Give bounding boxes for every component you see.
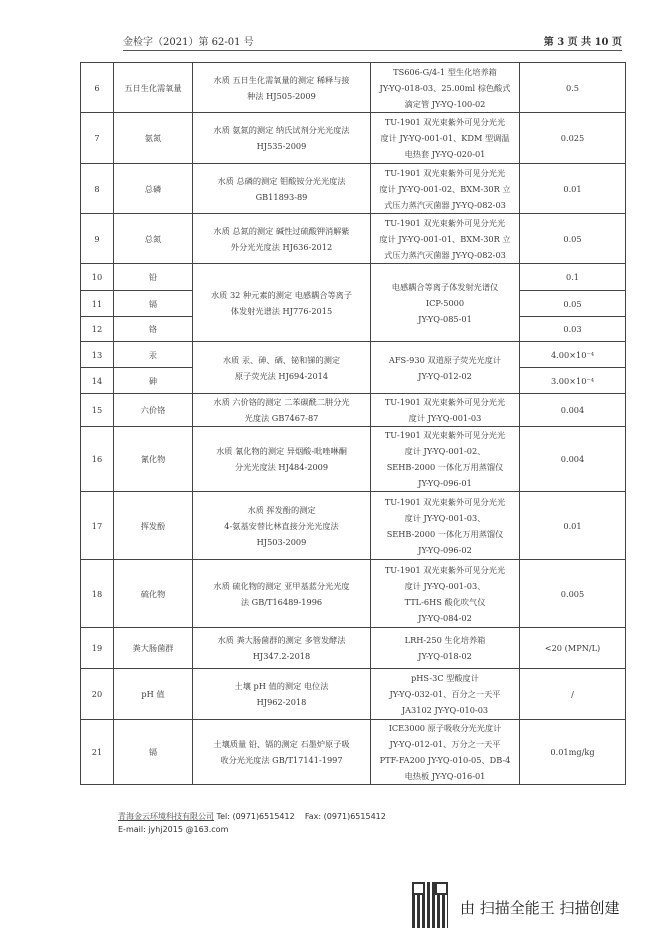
row-number: 15 [81,394,114,427]
detection-limit: 3.00×10⁻⁴ [520,368,626,394]
detection-limit: / [520,669,626,720]
detection-limit: 0.05 [520,214,626,264]
detection-limit: 0.1 [520,264,626,291]
table-row [81,394,626,427]
test-method: 水质 总氮的测定 碱性过硫酸钾消解紫 外分光光度法 HJ636-2012 [193,214,371,264]
test-method: 水质 硫化物的测定 亚甲基蓝分光光度 法 GB/T16489-1996 [193,560,371,628]
table-row [81,63,626,113]
row-number: 9 [81,214,114,264]
row-number: 21 [81,720,114,785]
instrument: TS606-G/4-1 型生化培养箱 JY-YQ-018-03、25.00ml 棕色酸式 滴定管 JY-YQ-100-02 [371,63,520,113]
table-row [81,264,626,291]
detection-limit: 0.025 [520,113,626,164]
test-method: 水质 挥发酚的测定 4-氨基安替比林直接分光光度法 HJ503-2009 [193,492,371,560]
detection-limit: 0.05 [520,291,626,317]
row-number: 8 [81,164,114,214]
analyte-name: 六价铬 [114,394,193,427]
analyte-name: 氰化物 [114,427,193,492]
row-number: 20 [81,669,114,720]
instrument: TU-1901 双光束紫外可见分光光 度计 JY-YQ-001-03 [371,394,520,427]
detection-limit: 0.004 [520,427,626,492]
test-method: 水质 氨氮的测定 纳氏试剂分光光度法 HJ535-2009 [193,113,371,164]
instrument: TU-1901 双光束紫外可见分光光 度计 JY-YQ-001-01、BXM-30R 立 式压力蒸汽灭菌器 JY-YQ-082-03 [371,214,520,264]
row-number: 16 [81,427,114,492]
test-method: 土壤质量 铅、镉的测定 石墨炉原子吸 收分光光度法 GB/T17141-1997 [193,720,371,785]
row-number: 14 [81,368,114,394]
analyte-name: 砷 [114,368,193,394]
row-number: 17 [81,492,114,560]
table-row [81,628,626,669]
page-header [123,34,622,51]
analyte-name: 硫化物 [114,560,193,628]
row-number: 19 [81,628,114,669]
row-number: 12 [81,317,114,342]
instrument: pHS-3C 型酸度计 JY-YQ-032-01、百分之一天平 JA3102 JY-YQ-010-03 [371,669,520,720]
test-method: 水质 粪大肠菌群的测定 多管发酵法 HJ347.2-2018 [193,628,371,669]
detection-limit: 0.005 [520,560,626,628]
row-number: 13 [81,342,114,368]
instrument: TU-1901 双光束紫外可见分光光 度计 JY-YQ-001-03、 TTL-6HS 酸化吹气仪 JY-YQ-084-02 [371,560,520,628]
test-method: 水质 汞、砷、硒、铋和锑的测定 原子荧光法 HJ694-2014 [193,342,371,394]
company-name: 青海金云环境科技有限公司 [118,812,214,821]
instrument: AFS-930 双道原子荧光光度计 JY-YQ-012-02 [371,342,520,394]
instrument: TU-1901 双光束紫外可见分光光 度计 JY-YQ-001-03、 SEHB-2000 一体化万用蒸馏仪 JY-YQ-096-02 [371,492,520,560]
detection-limit: 0.01 [520,164,626,214]
footer [118,810,386,836]
table-row [81,427,626,492]
table-row [81,492,626,560]
detection-limit: 0.03 [520,317,626,342]
table-row [81,214,626,264]
analyte-name: 五日生化需氧量 [114,63,193,113]
table-row [81,113,626,164]
table-row [81,720,626,785]
instrument: ICE3000 原子吸收分光光度计 JY-YQ-012-01、万分之一天平 PTF-FA200 JY-YQ-010-05、DB-4 电热板 JY-YQ-016-01 [371,720,520,785]
analyte-name: 挥发酚 [114,492,193,560]
instrument: TU-1901 双光束紫外可见分光光 度计 JY-YQ-001-02、 SEHB-2000 一体化万用蒸馏仪 JY-YQ-096-01 [371,427,520,492]
analyte-name: 粪大肠菌群 [114,628,193,669]
analyte-name: 铬 [114,317,193,342]
detection-limit: 0.01 [520,492,626,560]
test-method: 水质 六价铬的测定 二苯碳酰二肼分光 光度法 GB7467-87 [193,394,371,427]
analyte-name: 铅 [114,264,193,291]
test-method: 水质 总磷的测定 钼酸铵分光光度法 GB11893-89 [193,164,371,214]
detection-limit: 0.5 [520,63,626,113]
test-method: 水质 五日生化需氧量的测定 稀释与接 种法 HJ505-2009 [193,63,371,113]
test-methods-table [80,62,626,785]
analyte-name: 汞 [114,342,193,368]
table-row [81,669,626,720]
page-number: 第 3 页 共 10 页 [543,37,622,48]
table-row [81,164,626,214]
email: E-mail: jyhj2015 @163.com [118,825,229,834]
test-method: 土壤 pH 值的测定 电位法 HJ962-2018 [193,669,371,720]
test-method: 水质 氰化物的测定 异烟酸-吡唑啉酮 分光光度法 HJ484-2009 [193,427,371,492]
detection-limit: 0.004 [520,394,626,427]
analyte-name: 总磷 [114,164,193,214]
qr-code-icon [412,882,448,928]
table-row [81,560,626,628]
fax: Fax: (0971)6515412 [304,812,386,821]
test-method: 水质 32 种元素的测定 电感耦合等离子 体发射光谱法 HJ776-2015 [193,264,371,342]
row-number: 11 [81,291,114,317]
instrument: 电感耦合等离子体发射光谱仪 ICP-5000 JY-YQ-085-01 [371,264,520,342]
document-number: 金检字（2021）第 62-01 号 [123,37,254,48]
detection-limit: 4.00×10⁻⁴ [520,342,626,368]
row-number: 7 [81,113,114,164]
analyte-name: 氨氮 [114,113,193,164]
instrument: TU-1901 双光束紫外可见分光光 度计 JY-YQ-001-01、KDM 型调温 电热套 JY-YQ-020-01 [371,113,520,164]
analyte-name: pH 值 [114,669,193,720]
table-row [81,342,626,368]
analyte-name: 总氮 [114,214,193,264]
row-number: 6 [81,63,114,113]
analyte-name: 镉 [114,291,193,317]
scanner-watermark: 由 扫描全能王 扫描创建 [460,899,620,917]
tel: Tel: (0971)6515412 [216,812,295,821]
instrument: LRH-250 生化培养箱 JY-YQ-018-02 [371,628,520,669]
instrument: TU-1901 双光束紫外可见分光光 度计 JY-YQ-001-02、BXM-30R 立 式压力蒸汽灭菌器 JY-YQ-082-03 [371,164,520,214]
row-number: 18 [81,560,114,628]
analyte-name: 镉 [114,720,193,785]
row-number: 10 [81,264,114,291]
detection-limit: 0.01mg/kg [520,720,626,785]
detection-limit: <20 (MPN/L) [520,628,626,669]
